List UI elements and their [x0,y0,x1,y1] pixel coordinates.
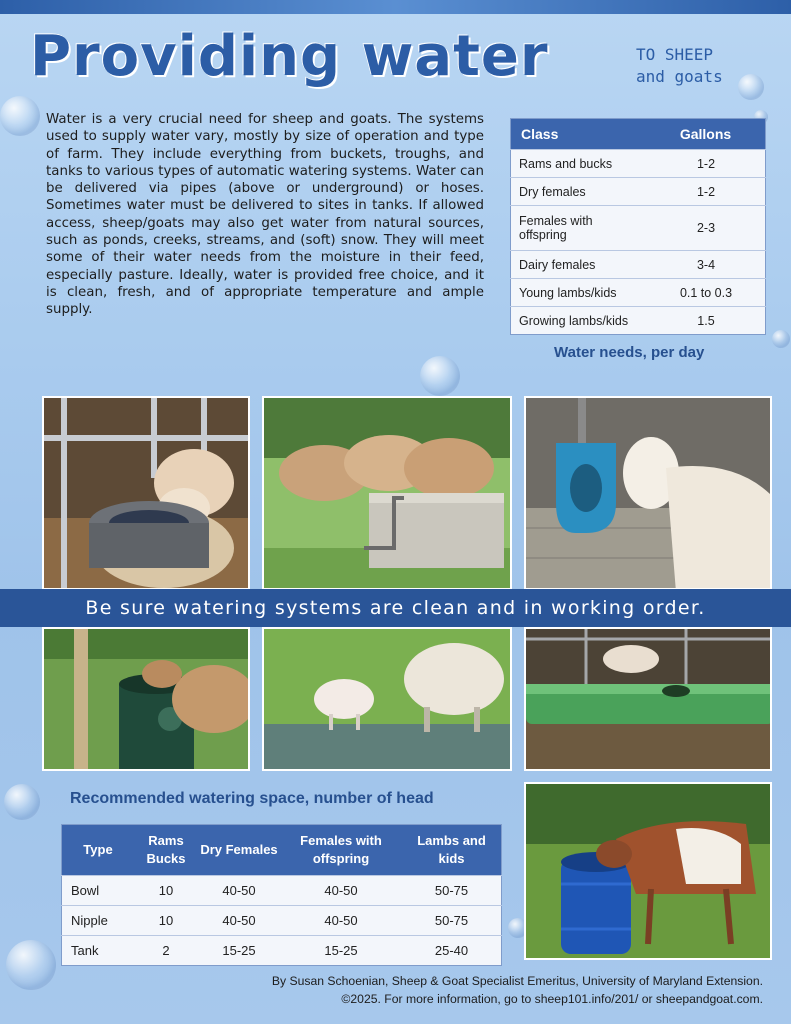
photo-goat-barrel [524,782,772,960]
table-cell: 40-50 [280,876,402,906]
table-row [62,936,502,966]
goat-waterer-illustration [526,398,772,590]
table-header-row [511,119,766,150]
water-bubble [6,940,56,990]
table-row [511,279,766,307]
intro-paragraph: Water is a very crucial need for sheep and goats. The systems used to supply water vary, mostly by size of operation and type of farm. They include everything from buckets, troughs, and tanks to various types of automatic watering systems. Water can be delivered via pipes (above or underground) or hoses. Sometimes water must be delivered to sites in tanks. If allowed access, sheep/goats may also get water from natural sources, such as ponds, creeks, streams, and (soft) snow. They will meet some of their water needs from the moisture in their feed, especially pasture. Ideally, water is provided free choice, and it is clean, fresh, and of appropriate temperature and ample supply. [46,112,484,318]
table-cell: Dairy females [511,251,648,279]
watering-space-caption: Recommended watering space, number of head [70,790,434,807]
water-bubble [0,96,40,136]
photo-sheep-tank [42,627,250,771]
table-cell: 40-50 [280,906,402,936]
table-cell: 1-2 [647,150,766,178]
photo-sheep-trough [262,396,512,590]
goat-barrel-illustration [526,784,772,960]
table-row [511,251,766,279]
table-row [511,206,766,251]
subtitle-line-2: and goats [636,67,723,86]
column-header: Gallons [647,119,766,150]
table-cell: 1-2 [647,178,766,206]
table-row [62,876,502,906]
sheep-pond-illustration [264,629,512,771]
table-cell: 2 [134,936,198,966]
photo-sheep-bowl [42,396,250,590]
clean-systems-banner: Be sure watering systems are clean and in working order. [0,589,791,627]
page-title: Providing water [30,24,549,89]
table-cell: 2-3 [647,206,766,251]
water-bubble [420,356,460,396]
page-subtitle [636,44,736,88]
table-cell: Bowl [62,876,135,906]
subtitle-line-1: TO SHEEP [636,45,714,64]
credit-line-1: By Susan Schoenian, Sheep & Goat Specialist Emeritus, University of Maryland Extension. [271,974,763,988]
table-cell: Nipple [62,906,135,936]
table-cell: Females with offspring [511,206,648,251]
sheep-tank-illustration [44,629,250,771]
water-needs-table [510,118,766,335]
table-cell: Dry females [511,178,648,206]
table-cell: 10 [134,906,198,936]
column-header: Dry Females [198,825,280,876]
table-cell: 1.5 [647,307,766,335]
table-cell: Growing lambs/kids [511,307,648,335]
sheep-trough-illustration [264,398,512,590]
pipe-trough-illustration [526,629,772,771]
column-header: Lambs and kids [402,825,502,876]
table-cell: 15-25 [280,936,402,966]
water-bubble [772,330,790,348]
table-cell: Tank [62,936,135,966]
table-cell: Rams and bucks [511,150,648,178]
table-cell: Young lambs/kids [511,279,648,307]
table-cell: 15-25 [198,936,280,966]
photo-sheep-pond [262,627,512,771]
table-cell: 10 [134,876,198,906]
credit-line-2: ©2025. For more information, go to sheep101.info/201/ or sheepandgoat.com. [341,992,763,1006]
table-header-row [62,825,502,876]
table-row [511,150,766,178]
table-cell: 40-50 [198,906,280,936]
column-header: Class [511,119,648,150]
table-cell: 3-4 [647,251,766,279]
photo-goat-waterer [524,396,772,590]
top-accent-bar [0,0,791,14]
column-header: Females with offspring [280,825,402,876]
column-header: Type [62,825,135,876]
table-cell: 50-75 [402,906,502,936]
water-bubble [738,74,764,100]
water-bubble [4,784,40,820]
table-row [511,307,766,335]
sheep-bowl-illustration [44,398,250,590]
table-cell: 50-75 [402,876,502,906]
watering-space-table [61,824,502,966]
table-cell: 40-50 [198,876,280,906]
table-cell: 0.1 to 0.3 [647,279,766,307]
table-row [511,178,766,206]
table-cell: 25-40 [402,936,502,966]
water-needs-caption: Water needs, per day [554,344,705,361]
author-credit [272,972,763,1008]
table-row [62,906,502,936]
photo-pipe-trough [524,627,772,771]
column-header: Rams Bucks [134,825,198,876]
